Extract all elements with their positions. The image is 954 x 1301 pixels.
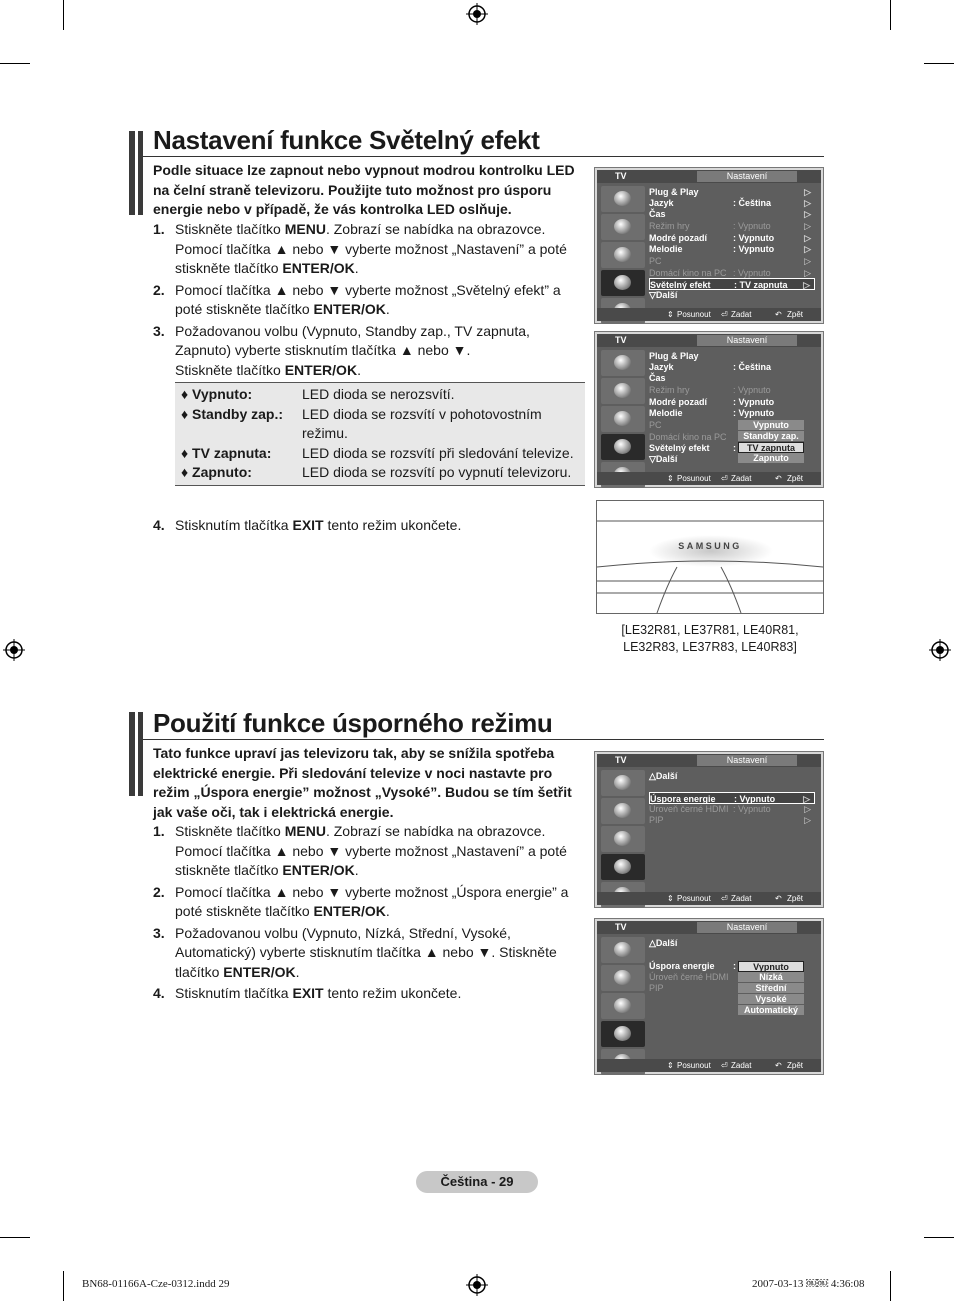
- osd-item-value: : Vypnuto: [733, 804, 771, 814]
- registration-mark-icon: [466, 1274, 488, 1296]
- footer-file: BN68-01166A-Cze-0312.indd 29: [82, 1278, 230, 1290]
- osd-item-value: : Vypnuto: [733, 233, 775, 243]
- sound-icon: [601, 378, 645, 404]
- osd-menu: [647, 184, 819, 307]
- osd-menu-item[interactable]: [649, 384, 815, 396]
- osd-item-label: Jazyk: [649, 198, 674, 208]
- steps-list: [153, 822, 585, 1006]
- sound-icon: [601, 965, 645, 991]
- osd-popup-option[interactable]: Automatický: [738, 1005, 804, 1016]
- osd-item-label: Jazyk: [649, 362, 674, 372]
- osd-title: Nastavení: [697, 755, 797, 766]
- osd-item-label: Úroveň černé HDMI: [649, 804, 729, 814]
- arrow-right-icon: ▷: [804, 233, 811, 243]
- osd-item-label: PC: [649, 256, 662, 266]
- section-rule: [143, 156, 824, 157]
- return-icon: ↶: [775, 894, 782, 903]
- osd-title: Nastavení: [697, 922, 797, 933]
- return-icon: ↶: [775, 310, 782, 319]
- page-number-badge: Čeština - 29: [416, 1171, 538, 1193]
- step-item: 1. Stiskněte tlačítko MENU. Zobrazí se nabídka na obrazovce. Pomocí tlačítka ▲ nebo ▼ vyberte možnost „Nastavení” a poté stiskněte tlačítko ENTER/OK.: [153, 823, 567, 878]
- osd-item-value: : Čeština: [733, 362, 772, 372]
- osd-popup-option[interactable]: Vysoké: [738, 994, 804, 1005]
- osd-item-label: Úroveň černé HDMI: [649, 972, 729, 982]
- arrow-right-icon: ▷: [804, 198, 811, 208]
- osd-menu-item[interactable]: [649, 407, 815, 419]
- move-icon: ⇕: [667, 474, 674, 483]
- tv-illustration: [596, 500, 824, 614]
- setup-icon: [601, 854, 645, 880]
- osd-item-value: : Vypnuto: [733, 221, 771, 231]
- osd-item-value: : Vypnuto: [733, 244, 775, 254]
- section-title: Nastavení funkce Světelný efekt: [153, 125, 540, 155]
- step-item: 3. Požadovanou volbu (Vypnuto, Nízká, Střední, Vysoké, Automatický) vyberte stisknutím tlačítka ▲ nebo ▼. Stiskněte tlačítko ENTER/OK.: [153, 924, 557, 980]
- enter-icon: ⏎: [721, 474, 728, 483]
- osd-item-label: Čas: [649, 373, 666, 383]
- osd-menu: [647, 768, 819, 891]
- osd-item-value: : Vypnuto: [733, 408, 775, 418]
- registration-mark-icon: [466, 3, 488, 25]
- crop-mark: [890, 0, 891, 30]
- osd-popup-option[interactable]: Střední: [738, 983, 804, 994]
- step-item: 4. Stisknutím tlačítka EXIT tento režim ukončete.: [153, 985, 462, 1001]
- crop-mark: [0, 1237, 30, 1238]
- options-table: [175, 382, 585, 486]
- crop-mark: [63, 0, 64, 30]
- osd-item-label: Plug & Play: [649, 351, 699, 361]
- osd-item-label: Plug & Play: [649, 187, 699, 197]
- osd-item-value: :: [733, 961, 736, 971]
- section-intro: Tato funkce upraví jas televizoru tak, aby se snížila spotřeba elektrické energie. Při sledování televize v noci nastavte pro režim „Úspora energie” možnost „Vysoké”. Budou se tím šetřit jak vaše oči, tak i elektrická energie.: [153, 745, 572, 820]
- move-icon: ⇕: [667, 310, 674, 319]
- enter-icon: ⏎: [721, 894, 728, 903]
- crop-mark: [63, 1271, 64, 1301]
- arrow-right-icon: ▷: [804, 268, 811, 278]
- model-caption: [LE32R81, LE37R81, LE40R81, LE32R83, LE37R83, LE40R83]: [621, 623, 799, 654]
- osd-screenshot: TV Nastavení Plug & Play Jazyk : Čeština Čas Režim hry : Vypnuto Modré pozadí : Vypnuto Melodie : Vypnuto PC Domácí kino na PC Světelný efekt : ▽Další Vypnuto Standby zap. TV zapnuta Zapnuto ⇕ Posunout ⏎ Zadat ↶ Zpět: [594, 331, 824, 488]
- osd-item-label: Melodie: [649, 408, 683, 418]
- arrow-right-icon: ▷: [803, 280, 810, 290]
- picture-icon: [601, 937, 645, 963]
- osd-item-label: Modré pozadí: [649, 233, 707, 243]
- setup-icon: [601, 434, 645, 460]
- osd-item-label: PIP: [649, 983, 664, 993]
- channel-icon: [601, 826, 645, 852]
- arrow-right-icon: ▷: [804, 815, 811, 825]
- step-item: 2. Pomocí tlačítka ▲ nebo ▼ vyberte možnost „Světelný efekt” a poté stiskněte tlačítko ENTER/OK.: [153, 281, 561, 317]
- arrow-right-icon: ▷: [803, 794, 810, 804]
- osd-menu-item[interactable]: [649, 243, 815, 255]
- osd-screenshot: TV Nastavení Plug & Play ▷ Jazyk : Čeština ▷ Čas ▷ Režim hry : Vypnuto ▷ Modré pozadí : Vypnuto ▷ Melodie : Vypnuto ▷ PC ▷ Domácí kino na PC : Vypnuto ▷ Světelný efekt : TV zapnuta ▷ ▽Další ⇕ Posunout ⏎ Zadat ↶ Zpět: [594, 167, 824, 324]
- osd-popup-option[interactable]: TV zapnuta: [738, 442, 804, 453]
- osd-popup-option[interactable]: Standby zap.: [738, 431, 804, 442]
- return-icon: ↶: [775, 1061, 782, 1070]
- osd-item-label: △Další: [649, 771, 678, 781]
- osd-item-value: : Vypnuto: [733, 397, 775, 407]
- steps-list: [153, 220, 585, 382]
- picture-icon: [601, 186, 645, 212]
- osd-menu-item[interactable]: [649, 220, 815, 232]
- registration-mark-icon: [929, 639, 951, 661]
- step-item: 3. Požadovanou volbu (Vypnuto, Standby zap., TV zapnuta, Zapnuto) vyberte stisknutím tlačítka ▲ nebo ▼. Stiskněte tlačítko ENTER/OK.: [153, 322, 530, 378]
- osd-item-label: Úspora energie: [650, 794, 716, 804]
- osd-item-value: :: [733, 443, 736, 453]
- enter-icon: ⏎: [721, 310, 728, 319]
- tv-brand-logo: SAMSUNG: [678, 541, 742, 551]
- enter-icon: ⏎: [721, 1061, 728, 1070]
- channel-icon: [601, 406, 645, 432]
- osd-menu-item[interactable]: [649, 770, 815, 782]
- osd-menu-item[interactable]: [649, 208, 815, 220]
- osd-item-label: Modré pozadí: [649, 397, 707, 407]
- osd-item-label: PC: [649, 420, 662, 430]
- osd-menu-item[interactable]: [649, 937, 815, 949]
- sound-icon: [601, 798, 645, 824]
- osd-title: Nastavení: [697, 171, 797, 182]
- picture-icon: [601, 350, 645, 376]
- step-item: 4. Stisknutím tlačítka EXIT tento režim ukončete.: [153, 517, 462, 533]
- option-row: ♦ Zapnuto: LED dioda se rozsvítí po vypnutí televizoru.: [181, 464, 572, 480]
- crop-mark: [924, 1237, 954, 1238]
- option-row: ♦ Vypnuto: LED dioda se nerozsvítí.: [181, 386, 455, 402]
- registration-mark-icon: [3, 639, 25, 661]
- osd-item-label: ▽Další: [649, 454, 678, 464]
- osd-item-value: : Vypnuto: [733, 268, 771, 278]
- picture-icon: [601, 770, 645, 796]
- section-intro: Podle situace lze zapnout nebo vypnout modrou kontrolku LED na čelní straně televizoru. Použijte tuto možnost pro úsporu energie nebo v případě, že vás kontrolka LED oslňuje.: [153, 162, 575, 217]
- tv-drawing-icon: [597, 501, 823, 613]
- osd-item-value: : TV zapnuta: [734, 280, 788, 290]
- footer-date: 2007-03-13 ￼￼ 4:36:08: [752, 1278, 865, 1290]
- osd-item-label: Světelný efekt: [649, 443, 710, 453]
- step-item: 1. Stiskněte tlačítko MENU. Zobrazí se nabídka na obrazovce. Pomocí tlačítka ▲ nebo ▼ vyberte možnost „Nastavení” a poté stiskněte tlačítko ENTER/OK.: [153, 221, 567, 276]
- osd-item-value: : Vypnuto: [734, 794, 776, 804]
- osd-menu-item[interactable]: [649, 814, 815, 826]
- osd-menu-item[interactable]: [649, 289, 815, 301]
- move-icon: ⇕: [667, 1061, 674, 1070]
- step-item: 2. Pomocí tlačítka ▲ nebo ▼ vyberte možnost „Úspora energie” a poté stiskněte tlačítko ENTER/OK.: [153, 883, 569, 919]
- crop-mark: [890, 1271, 891, 1301]
- osd-item-label: Režim hry: [649, 221, 690, 231]
- section-bar: [129, 712, 143, 796]
- osd-popup-option[interactable]: Vypnuto: [738, 961, 804, 972]
- osd-item-label: Domácí kino na PC: [649, 432, 727, 442]
- steps-list: [153, 516, 585, 538]
- osd-item-label: Čas: [649, 209, 666, 219]
- osd-screenshot: TV Nastavení △Další Úspora energie : Úroveň černé HDMI PIP Vypnuto Nízká Střední Vysoké Automatický ⇕ Posunout ⏎ Zadat ↶ Zpět: [594, 918, 824, 1075]
- arrow-right-icon: ▷: [804, 244, 811, 254]
- osd-item-value: : Čeština: [733, 198, 772, 208]
- osd-item-label: Melodie: [649, 244, 683, 254]
- section-rule: [143, 739, 824, 740]
- osd-popup-option[interactable]: Nízká: [738, 972, 804, 983]
- arrow-right-icon: ▷: [804, 221, 811, 231]
- section-bar: [129, 131, 143, 215]
- osd-menu-item[interactable]: [649, 372, 815, 384]
- osd-item-label: Režim hry: [649, 385, 690, 395]
- channel-icon: [601, 242, 645, 268]
- osd-item-label: Úspora energie: [649, 961, 715, 971]
- crop-mark: [924, 63, 954, 64]
- osd-item-label: △Další: [649, 938, 678, 948]
- osd-item-value: : Vypnuto: [733, 385, 771, 395]
- crop-mark: [0, 63, 30, 64]
- arrow-right-icon: ▷: [804, 804, 811, 814]
- osd-item-label: ▽Další: [649, 290, 678, 300]
- section-title: Použití funkce úsporného režimu: [153, 708, 553, 738]
- setup-icon: [601, 1021, 645, 1047]
- osd-title: Nastavení: [697, 335, 797, 346]
- arrow-right-icon: ▷: [804, 187, 811, 197]
- return-icon: ↶: [775, 474, 782, 483]
- option-row: ♦ Standby zap.: LED dioda se rozsvítí v pohotovostním režimu.: [181, 405, 542, 441]
- osd-item-label: Světelný efekt: [650, 280, 711, 290]
- osd-popup: [738, 420, 804, 464]
- arrow-right-icon: ▷: [804, 209, 811, 219]
- osd-item-label: Domácí kino na PC: [649, 268, 727, 278]
- option-row: ♦ TV zapnuta: LED dioda se rozsvítí při sledování televize.: [181, 444, 574, 461]
- setup-icon: [601, 270, 645, 296]
- osd-popup: [738, 961, 804, 1016]
- osd-popup-option[interactable]: Vypnuto: [738, 420, 804, 431]
- osd-menu-item[interactable]: [649, 255, 815, 267]
- move-icon: ⇕: [667, 894, 674, 903]
- osd-screenshot: TV Nastavení △Další Úspora energie : Vypnuto ▷ Úroveň černé HDMI : Vypnuto ▷ PIP ▷ ⇕ Posunout ⏎ Zadat ↶ Zpět: [594, 751, 824, 908]
- sound-icon: [601, 214, 645, 240]
- osd-item-label: PIP: [649, 815, 664, 825]
- arrow-right-icon: ▷: [804, 256, 811, 266]
- osd-popup-option[interactable]: Zapnuto: [738, 453, 804, 464]
- channel-icon: [601, 993, 645, 1019]
